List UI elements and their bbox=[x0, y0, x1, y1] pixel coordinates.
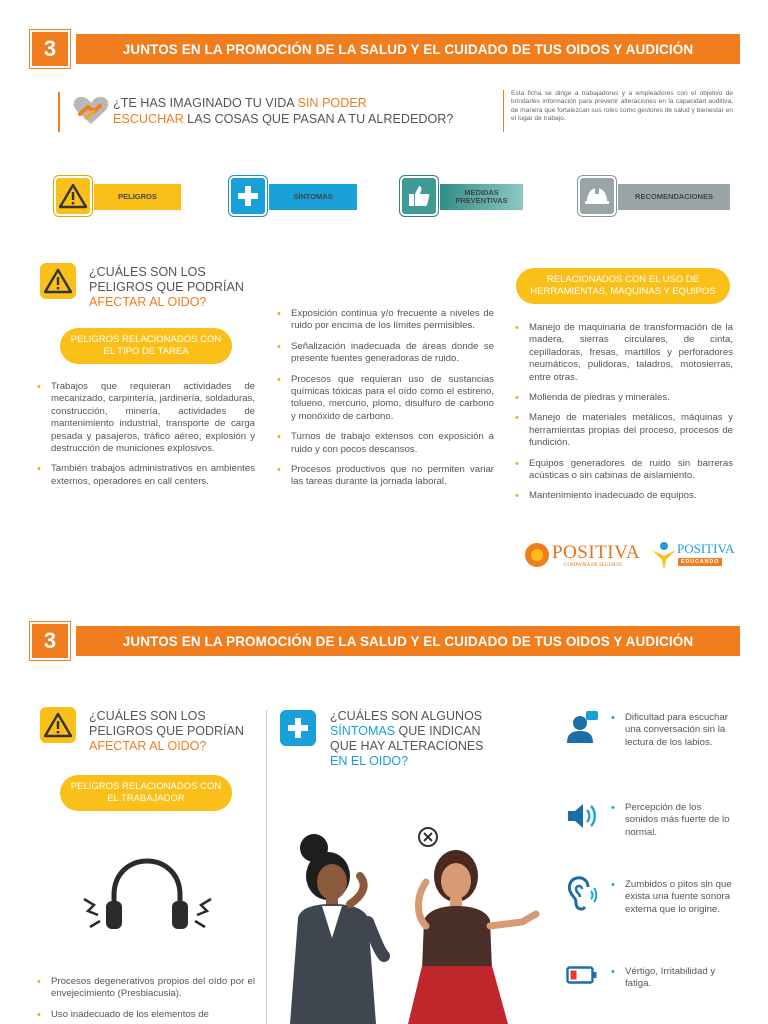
category-label: RECOMENDACIONES bbox=[618, 184, 730, 210]
banner-title: JUNTOS EN LA PROMOCIÓN DE LA SALUD Y EL CUIDADO DE TUS OIDOS Y AUDICIÓN bbox=[76, 626, 740, 656]
low-battery-icon bbox=[566, 965, 598, 985]
category-label: PELIGROS bbox=[94, 184, 181, 210]
logo-subtitle: EDUCANDO bbox=[678, 558, 722, 566]
general-hazard-list bbox=[277, 308, 494, 497]
person-speaking-icon bbox=[563, 711, 599, 745]
list-item: • Percepción de los sonidos más fuerte de lo normal. bbox=[611, 802, 735, 839]
list-item: • Procesos que requieran uso de sustancias químicas tóxicas para el oído como el estireno, tolueno, mercurio, plomo, disulfuro de carbono y monóxido de carbono. bbox=[277, 374, 494, 424]
list-item: • Zumbidos o pitos sin que exista una fuente sonora externa que lo origine. bbox=[611, 879, 735, 916]
symptom-item bbox=[611, 966, 735, 999]
section-number: 3 bbox=[30, 622, 70, 660]
warning-icon bbox=[40, 263, 76, 299]
helmet-icon bbox=[578, 176, 616, 216]
section-number: 3 bbox=[30, 30, 70, 68]
tools-hazard-list bbox=[515, 322, 733, 511]
list-item: • Trabajos que requieran actividades de mecanizado, carpintería, jardinería, soldaduras, construcción, minería, actividades de mantenimiento industrial, transporte de carga pesada y pasajeros, tráfico aéreo, explosión y destrucción de municiones explosivos. bbox=[37, 381, 255, 455]
divider bbox=[266, 710, 267, 1024]
list-item: • Mantenimiento inadecuado de equipos. bbox=[515, 490, 733, 502]
divider bbox=[58, 92, 60, 132]
category-sintomas[interactable] bbox=[229, 176, 357, 216]
plus-icon bbox=[229, 176, 267, 216]
thumbs-up-icon bbox=[400, 176, 438, 216]
list-item: • Vértigo, Irritabilidad y fatiga. bbox=[611, 966, 735, 991]
list-item: • Equipos generadores de ruido sin barreras acústicas o sin cabinas de aislamiento. bbox=[515, 458, 733, 483]
hands-heart-icon bbox=[72, 94, 110, 126]
intro-question: ¿TE HAS IMAGINADO TU VIDA SIN PODER ESCUCHAR LAS COSAS QUE PASAN A TU ALREDEDOR? bbox=[113, 96, 454, 126]
list-item: • Dificultad para escuchar una conversación sin la lectura de los labios. bbox=[611, 712, 735, 749]
ear-icon bbox=[566, 875, 598, 913]
list-item: • Uso inadecuado de los elementos de bbox=[37, 1009, 255, 1021]
headphones-icon bbox=[80, 855, 215, 937]
list-item: • Turnos de trabajo extensos con exposición a ruido y con pocos descansos. bbox=[277, 431, 494, 456]
list-item: • Molienda de piedras y minerales. bbox=[515, 392, 733, 404]
symptom-item bbox=[611, 879, 735, 924]
divider bbox=[503, 90, 504, 132]
category-medidas-preventivas[interactable] bbox=[400, 176, 523, 216]
section1-question: ¿CUÁLES SON LOS PELIGROS QUE PODRÍAN AFECTAR AL OIDO? bbox=[89, 265, 244, 309]
category-peligros[interactable] bbox=[54, 176, 181, 216]
positiva-logo bbox=[522, 540, 640, 572]
sun-icon bbox=[522, 540, 552, 570]
symptom-item bbox=[611, 802, 735, 847]
header-banner bbox=[30, 30, 740, 68]
warning-icon bbox=[40, 707, 76, 743]
figure-icon bbox=[650, 540, 678, 570]
pill-task-hazards: PELIGROS RELACIONADOS CON EL TIPO DE TAREA bbox=[60, 328, 232, 364]
intro-description: Esta ficha se dirige a trabajadores y a empleadores con el objetivo de brindarles información para prevenir alteraciones en la capacidad auditiva, de manera que fortalezcan sus roles como gestores de salud y bienestar en el lugar de trabajo. bbox=[511, 90, 733, 123]
worker-hazard-list bbox=[37, 976, 255, 1024]
list-item: • Procesos productivos que no permiten variar las tareas durante la jornada laboral. bbox=[277, 464, 494, 489]
list-item: • También trabajos administrativos en ambientes externos, operadores en call centers. bbox=[37, 463, 255, 488]
logo-name: POSITIVA bbox=[552, 542, 641, 563]
positiva-educando-logo bbox=[650, 538, 734, 572]
category-label: SÍNTOMAS bbox=[269, 184, 357, 210]
plus-icon bbox=[280, 710, 316, 746]
list-item: • Exposición continua y/o frecuente a niveles de ruido por encima de los límites permisibles. bbox=[277, 308, 494, 333]
list-item: • Manejo de materiales metálicos, máquinas y herramientas propias del proceso, procesos de fundición. bbox=[515, 412, 733, 449]
header-banner bbox=[30, 622, 740, 660]
pill-worker-hazards: PELIGROS RELACIONADOS CON EL TRABAJADOR bbox=[60, 775, 232, 811]
symptom-item bbox=[611, 712, 735, 757]
symptoms-question: ¿CUÁLES SON ALGUNOS SÍNTOMAS QUE INDICAN QUE HAY ALTERACIONES EN EL OIDO? bbox=[330, 709, 484, 768]
women-illustration bbox=[276, 826, 556, 1024]
category-label: MEDIDAS PREVENTIVAS bbox=[440, 184, 523, 210]
speaker-loud-icon bbox=[566, 800, 598, 832]
list-item: • Señalización inadecuada de áreas donde se presente fuentes generadoras de ruido. bbox=[277, 341, 494, 366]
section2-question: ¿CUÁLES SON LOS PELIGROS QUE PODRÍAN AFECTAR AL OIDO? bbox=[89, 709, 244, 753]
logo-subtitle: COMPAÑÍA DE SEGUROS bbox=[564, 563, 622, 568]
pill-tools-hazards: RELACIONADOS CON EL USO DE HERRAMIENTAS, MAQUINAS Y EQUIPOS bbox=[516, 268, 730, 304]
logo-name: POSITIVA bbox=[677, 541, 735, 556]
list-item: • Manejo de maquinaria de transformación de la madera, sierras circulares, de cinta, cepilladoras, fresas, martillos y perforadores neumáticos, pulidoras, taladros, motosierras, entre otras. bbox=[515, 322, 733, 384]
warning-icon bbox=[54, 176, 92, 216]
banner-title: JUNTOS EN LA PROMOCIÓN DE LA SALUD Y EL CUIDADO DE TUS OIDOS Y AUDICIÓN bbox=[76, 34, 740, 64]
category-recomendaciones[interactable] bbox=[578, 176, 730, 216]
task-hazard-list bbox=[37, 381, 255, 496]
list-item: • Procesos degenerativos propios del oído por el envejecimiento (Presbiacusia). bbox=[37, 976, 255, 1001]
